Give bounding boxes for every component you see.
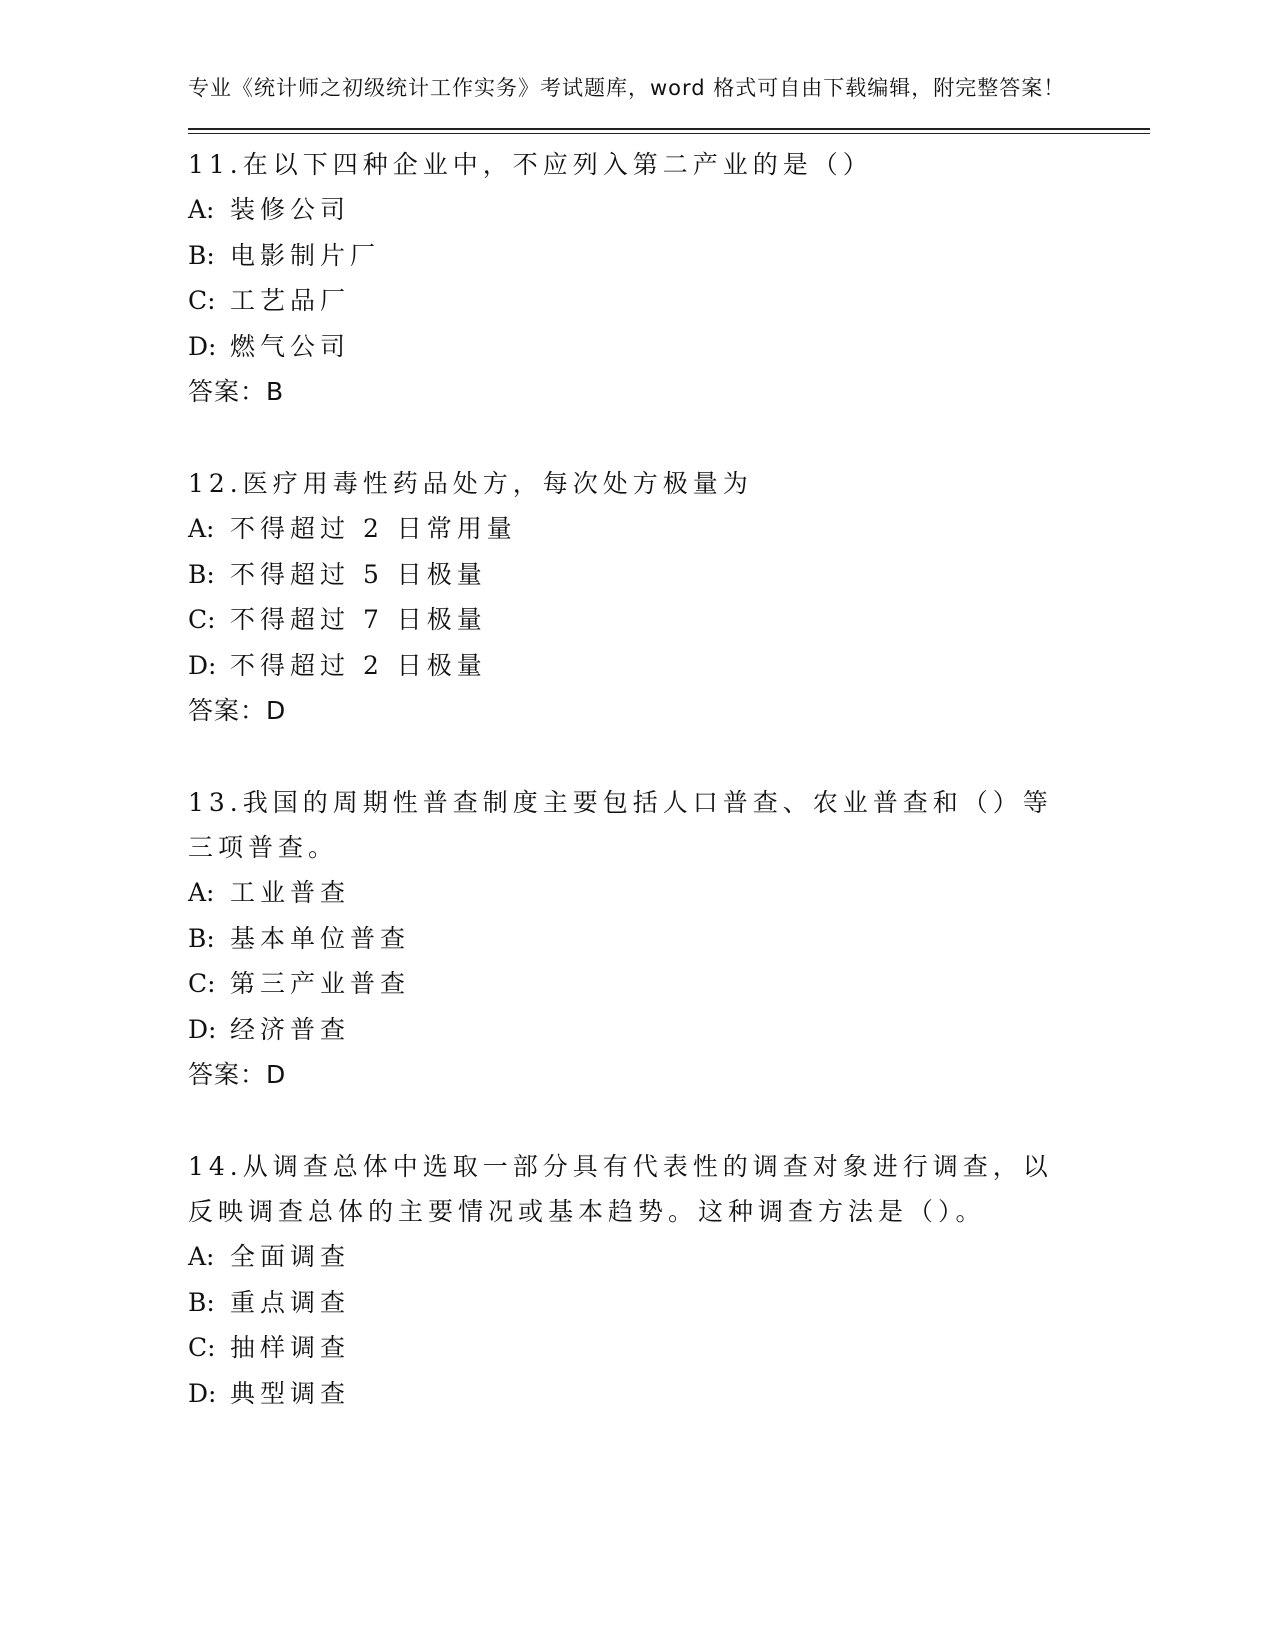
header-divider [188, 128, 1150, 134]
option-d [188, 324, 1148, 370]
option-b [188, 233, 1148, 279]
spacer [188, 1097, 1148, 1144]
option-a [188, 1234, 1148, 1280]
option-letter: A: [188, 878, 215, 907]
option-letter: D: [188, 331, 217, 361]
option-a [188, 187, 1148, 233]
option-a [188, 506, 1148, 552]
option-text: 不得超过 5 日极量 [230, 559, 487, 589]
document-page [188, 72, 1148, 1416]
option-d [188, 643, 1148, 689]
header-note: 专业《统计师之初级统计工作实务》考试题库，word 格式可自由下载编辑，附完整答案！ [188, 76, 1066, 100]
option-text: 经济普查 [230, 1014, 351, 1044]
option-letter: B: [188, 240, 215, 270]
option-c [188, 1325, 1148, 1371]
question-14 [188, 1144, 1148, 1416]
answer-line: 答案：B [188, 377, 285, 406]
question-stem: 11.在以下四种企业中，不应列入第二产业的是（） [188, 150, 873, 179]
option-text: 第三产业普查 [230, 969, 411, 998]
option-text: 燃气公司 [230, 331, 351, 361]
option-letter: A: [188, 195, 215, 224]
option-letter: A: [188, 514, 215, 543]
option-letter: C: [188, 605, 216, 634]
option-b [188, 552, 1148, 598]
option-text: 不得超过 2 日常用量 [230, 514, 517, 543]
option-c [188, 278, 1148, 324]
option-text: 不得超过 7 日极量 [230, 605, 487, 634]
option-letter: C: [188, 286, 216, 315]
question-12 [188, 461, 1148, 733]
option-text: 工业普查 [230, 878, 351, 907]
option-b [188, 916, 1148, 962]
option-letter: D: [188, 1014, 217, 1044]
option-b [188, 1280, 1148, 1326]
option-letter: C: [188, 969, 216, 998]
question-stem: 13.我国的周期性普查制度主要包括人口普查、农业普查和（）等三项普查。 [188, 788, 1053, 862]
option-d [188, 1007, 1148, 1053]
option-text: 工艺品厂 [230, 286, 351, 315]
option-text: 抽样调查 [230, 1333, 351, 1362]
question-stem: 12.医疗用毒性药品处方，每次处方极量为 [188, 469, 753, 498]
option-letter: C: [188, 1333, 216, 1362]
answer-line: 答案：D [188, 696, 287, 725]
option-d [188, 1371, 1148, 1417]
option-letter: B: [188, 1287, 215, 1317]
option-letter: B: [188, 559, 215, 589]
option-text: 典型调查 [230, 1378, 351, 1408]
option-letter: B: [188, 923, 215, 953]
option-letter: D: [188, 1378, 217, 1408]
option-a [188, 870, 1148, 916]
option-c [188, 597, 1148, 643]
option-text: 基本单位普查 [230, 923, 411, 953]
option-letter: A: [188, 1242, 215, 1271]
question-13 [188, 780, 1148, 1097]
option-c [188, 961, 1148, 1007]
spacer [188, 414, 1148, 461]
question-stem: 14.从调查总体中选取一部分具有代表性的调查对象进行调查，以反映调查总体的主要情况或基本趋势。这种调查方法是（）。 [188, 1152, 1053, 1226]
option-text: 全面调查 [230, 1242, 351, 1271]
answer-line: 答案：D [188, 1060, 287, 1089]
option-text: 电影制片厂 [230, 240, 381, 270]
question-11 [188, 142, 1148, 414]
option-letter: D: [188, 650, 217, 680]
option-text: 重点调查 [230, 1287, 351, 1317]
spacer [188, 733, 1148, 780]
option-text: 不得超过 2 日极量 [230, 650, 487, 680]
option-text: 装修公司 [230, 195, 351, 224]
